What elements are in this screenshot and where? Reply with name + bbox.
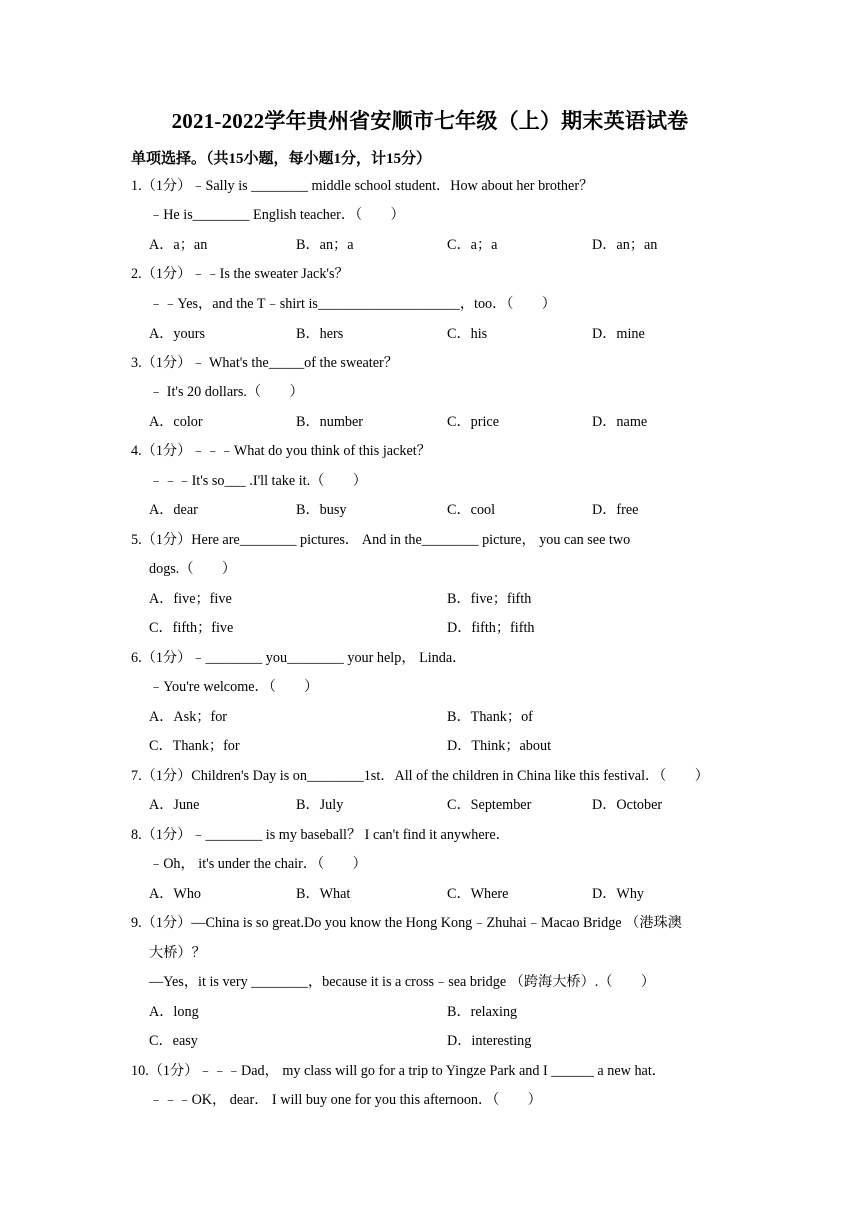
question-3-stem: 3.（1分）﹣ What's the_____of the sweater？: [131, 355, 398, 371]
question-1-option-a: A．a；an: [149, 237, 208, 253]
question-2-option-b: B．hers: [296, 326, 344, 342]
question-2-line-2: ﹣﹣Yes，and the T﹣shirt is____________________，too．（ ）: [149, 296, 556, 312]
question-10-line-2: ﹣﹣﹣OK， dear． I will buy one for you this afternoon．（ ）: [149, 1092, 542, 1108]
question-5-option-c: C．fifth；five: [149, 620, 234, 636]
question-3-line-2: ﹣ It's 20 dollars.（ ）: [149, 384, 304, 400]
question-8-option-d: D．Why: [592, 886, 645, 902]
question-5-option-b: B．five；fifth: [447, 591, 532, 607]
question-2-option-a: A．yours: [149, 326, 205, 342]
question-1-option-c: C．a；a: [447, 237, 498, 253]
question-4-option-b: B．busy: [296, 502, 347, 518]
question-7-stem: 7.（1分）Children's Day is on________1st．All of the children in China like this festival．（ ）: [131, 768, 709, 784]
question-5-option-a: A．five；five: [149, 591, 232, 607]
question-2-option-d: D．mine: [592, 326, 645, 342]
question-5-line-2: dogs.（ ）: [149, 561, 237, 577]
question-8-option-b: B．What: [296, 886, 351, 902]
question-4-stem: 4.（1分）﹣﹣﹣What do you think of this jacket？: [131, 443, 431, 459]
question-9-option-c: C．easy: [149, 1033, 198, 1049]
question-6-option-d: D．Think；about: [447, 738, 552, 754]
question-9-line-2: 大桥）？: [149, 945, 206, 961]
question-9-option-a: A．long: [149, 1004, 199, 1020]
question-8-stem: 8.（1分）﹣________ is my baseball？ I can't find it anywhere．: [131, 827, 510, 843]
question-6-line-2: ﹣You're welcome．（ ）: [149, 679, 319, 695]
question-1-option-d: D．an；an: [592, 237, 658, 253]
question-1-option-b: B．an；a: [296, 237, 354, 253]
question-8-option-c: C．Where: [447, 886, 509, 902]
question-3-option-d: D．name: [592, 414, 648, 430]
question-9-option-d: D．interesting: [447, 1033, 532, 1049]
question-6-option-a: A．Ask；for: [149, 709, 228, 725]
question-1-line-2: ﹣He is________ English teacher．（ ）: [149, 207, 405, 223]
question-8-option-a: A．Who: [149, 886, 202, 902]
exam-title: 2021-2022学年贵州省安顺市七年级（上）期末英语试卷: [171, 109, 689, 133]
question-5-stem: 5.（1分）Here are________ pictures． And in the________ picture， you can see two: [131, 532, 631, 548]
question-7-option-b: B．July: [296, 797, 344, 813]
question-4-option-c: C．cool: [447, 502, 496, 518]
question-4-option-d: D．free: [592, 502, 639, 518]
question-9-line-3: —Yes，it is very ________，because it is a cross﹣sea bridge （跨海大桥）.（ ）: [149, 974, 656, 990]
section-heading: 单项选择。（共15小题，每小题1分，计15分）: [131, 151, 432, 167]
question-7-option-d: D．October: [592, 797, 663, 813]
question-3-option-c: C．price: [447, 414, 500, 430]
question-9-stem: 9.（1分）—China is so great.Do you know the Hong Kong﹣Zhuhai﹣Macao Bridge （港珠澳: [131, 915, 682, 931]
question-3-option-a: A．color: [149, 414, 203, 430]
question-4-line-2: ﹣﹣﹣It's so___ .I'll take it.（ ）: [149, 473, 367, 489]
question-6-stem: 6.（1分）﹣________ you________ your help， Linda．: [131, 650, 467, 666]
question-3-option-b: B．number: [296, 414, 363, 430]
question-7-option-c: C．September: [447, 797, 532, 813]
question-6-option-c: C．Thank；for: [149, 738, 240, 754]
question-4-option-a: A．dear: [149, 502, 198, 518]
question-2-stem: 2.（1分）﹣﹣Is the sweater Jack's？: [131, 266, 349, 282]
question-5-option-d: D．fifth；fifth: [447, 620, 535, 636]
question-8-line-2: ﹣Oh， it's under the chair．（ ）: [149, 856, 367, 872]
question-6-option-b: B．Thank；of: [447, 709, 533, 725]
question-7-option-a: A．June: [149, 797, 200, 813]
question-2-option-c: C．his: [447, 326, 488, 342]
question-1-stem: 1.（1分）﹣Sally is ________ middle school student．How about her brother？: [131, 178, 594, 194]
question-9-option-b: B．relaxing: [447, 1004, 518, 1020]
question-10-stem: 10.（1分）﹣﹣﹣Dad， my class will go for a trip to Yingze Park and I ______ a new hat．: [131, 1063, 666, 1079]
